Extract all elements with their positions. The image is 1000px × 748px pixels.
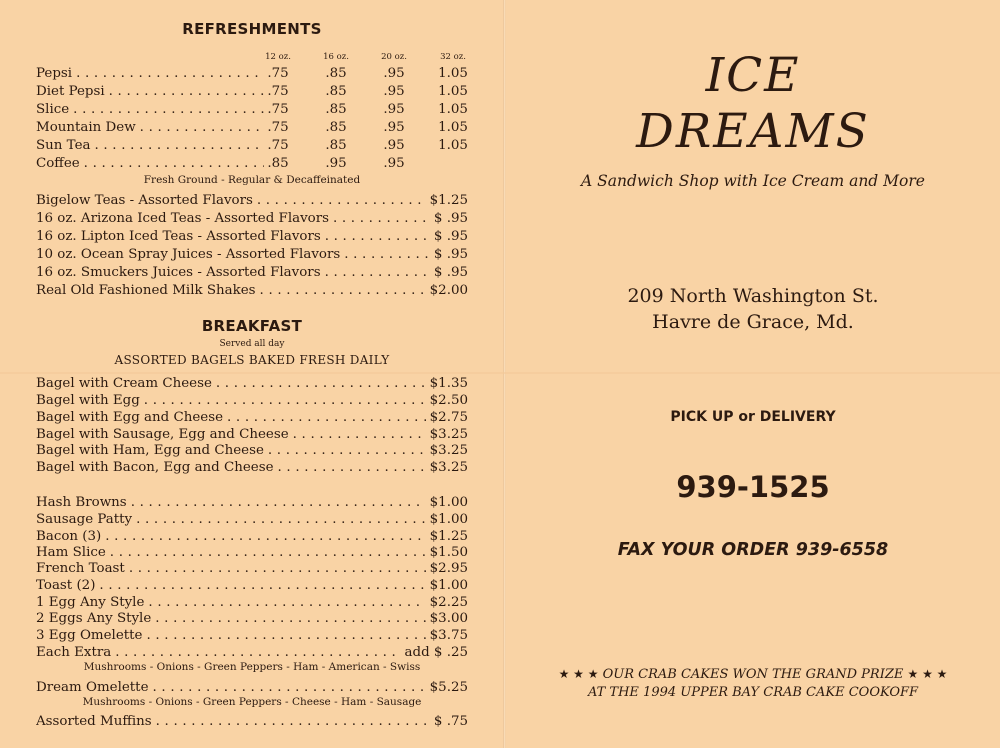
item-price: $3.25	[429, 443, 468, 458]
size-16oz: 16 oz.	[323, 52, 349, 62]
prize-text1: OUR CRAB CAKES WON THE GRAND PRIZE	[602, 667, 904, 682]
leader-dots	[94, 137, 264, 154]
item-price: $3.00	[429, 611, 468, 626]
menu-item-row	[36, 375, 468, 392]
item-name: Slice	[36, 102, 70, 117]
item-price: $1.25	[429, 529, 468, 544]
star-icon: ★ ★ ★	[907, 667, 948, 681]
horizontal-fold	[0, 372, 1000, 374]
menu-item-row	[36, 679, 468, 696]
size-32oz: 32 oz.	[440, 52, 466, 62]
price-32oz: 1.05	[438, 120, 468, 135]
leader-dots	[344, 246, 430, 263]
address-line2: Havre de Grace, Md.	[652, 311, 854, 333]
leader-dots	[260, 282, 426, 299]
item-name: Bagel with Egg	[36, 393, 140, 408]
item-price: add $ .25	[404, 645, 468, 660]
leader-dots	[153, 679, 426, 696]
leader-dots	[333, 210, 430, 227]
leader-dots	[84, 155, 264, 172]
menu-item-row	[36, 264, 468, 281]
served-note: Served all day	[219, 339, 285, 349]
size-12oz: 12 oz.	[265, 52, 291, 62]
item-name: Bigelow Teas - Assorted Flavors	[36, 193, 253, 208]
item-name: 2 Eggs Any Style	[36, 611, 152, 626]
leader-dots	[278, 459, 426, 476]
item-price: $2.00	[429, 283, 468, 298]
leader-dots	[110, 544, 426, 561]
menu-item-row	[36, 610, 468, 627]
price-20oz: .95	[383, 84, 405, 99]
item-price: $ .95	[433, 229, 468, 244]
sized-item-row	[36, 137, 468, 154]
leader-dots	[76, 65, 264, 82]
star-icon: ★ ★ ★	[558, 667, 599, 681]
price-12oz: .75	[267, 120, 289, 135]
item-price: $2.75	[429, 410, 468, 425]
menu-item-row	[36, 644, 468, 661]
item-price: $2.25	[429, 595, 468, 610]
item-price: $ .75	[433, 714, 468, 729]
extra-note: Mushrooms - Onions - Green Peppers - Ham - American - Swiss	[83, 661, 421, 673]
menu-item-row	[36, 442, 468, 459]
price-12oz: .75	[267, 138, 289, 153]
item-name: Assorted Muffins	[36, 714, 152, 729]
price-16oz: .95	[325, 156, 347, 171]
menu-item-row	[36, 494, 468, 511]
menu-item-row	[36, 409, 468, 426]
price-16oz: .85	[325, 102, 347, 117]
item-price: $ .95	[433, 247, 468, 262]
menu-item-row	[36, 228, 468, 245]
sized-item-row	[36, 101, 468, 118]
leader-dots	[109, 83, 264, 100]
item-name: Coffee	[36, 156, 80, 171]
price-32oz: 1.05	[438, 84, 468, 99]
item-name: Bagel with Egg and Cheese	[36, 410, 223, 425]
item-name: Real Old Fashioned Milk Shakes	[36, 283, 256, 298]
leader-dots	[129, 560, 426, 577]
refreshments-heading: REFRESHMENTS	[182, 20, 322, 38]
menu-item-row	[36, 577, 468, 594]
price-12oz: .75	[267, 66, 289, 81]
item-price: $1.00	[429, 578, 468, 593]
item-name: Toast (2)	[36, 578, 96, 593]
item-name: Bagel with Sausage, Egg and Cheese	[36, 427, 289, 442]
menu-item-row	[36, 511, 468, 528]
item-price: $ .95	[433, 265, 468, 280]
item-price: $1.25	[429, 193, 468, 208]
menu-item-row	[36, 392, 468, 409]
leader-dots	[227, 409, 426, 426]
item-price: $2.95	[429, 561, 468, 576]
price-16oz: .85	[325, 84, 347, 99]
item-name: 16 oz. Arizona Iced Teas - Assorted Flavors	[36, 211, 329, 226]
leader-dots	[257, 192, 426, 209]
price-20oz: .95	[383, 120, 405, 135]
leader-dots	[216, 375, 426, 392]
item-name: Each Extra	[36, 645, 112, 660]
item-price: $3.75	[429, 628, 468, 643]
sized-item-row	[36, 155, 468, 172]
address-line1: 209 North Washington St.	[627, 285, 879, 307]
leader-dots	[268, 442, 426, 459]
item-name: Pepsi	[36, 66, 73, 81]
bagel-heading: ASSORTED BAGELS BAKED FRESH DAILY	[114, 353, 390, 367]
fax-line: FAX YOUR ORDER 939-6558	[617, 540, 889, 560]
leader-dots	[293, 426, 426, 443]
leader-dots	[155, 610, 425, 627]
leader-dots	[156, 713, 430, 730]
item-name: 3 Egg Omelette	[36, 628, 143, 643]
prize-line2: AT THE 1994 UPPER BAY CRAB CAKE COOKOFF	[587, 685, 919, 700]
menu-item-row	[36, 246, 468, 263]
item-name: Bagel with Ham, Egg and Cheese	[36, 443, 264, 458]
item-name: French Toast	[36, 561, 125, 576]
price-32oz: 1.05	[438, 102, 468, 117]
item-name: Sausage Patty	[36, 512, 133, 527]
item-price: $ .95	[433, 211, 468, 226]
menu-item-row	[36, 560, 468, 577]
menu-item-row	[36, 544, 468, 561]
sized-item-row	[36, 65, 468, 82]
item-price: $3.25	[429, 427, 468, 442]
menu-item-row	[36, 426, 468, 443]
leader-dots	[140, 119, 264, 136]
menu-item-row	[36, 528, 468, 545]
sized-item-row	[36, 83, 468, 100]
leader-dots	[115, 644, 400, 661]
item-price: $2.50	[429, 393, 468, 408]
dream-note: Mushrooms - Onions - Green Peppers - Cheese - Ham - Sausage	[82, 696, 422, 708]
item-name: Sun Tea	[36, 138, 91, 153]
leader-dots	[148, 594, 425, 611]
item-price: $5.25	[429, 680, 468, 695]
tagline: A Sandwich Shop with Ice Cream and More	[581, 172, 925, 190]
item-name: Hash Browns	[36, 495, 127, 510]
item-name: Bagel with Bacon, Egg and Cheese	[36, 460, 274, 475]
leader-dots	[105, 528, 425, 545]
leader-dots	[144, 392, 426, 409]
item-price: $1.50	[429, 545, 468, 560]
size-20oz: 20 oz.	[381, 52, 407, 62]
menu-item-row	[36, 282, 468, 299]
item-price: $1.35	[429, 376, 468, 391]
brand-title-line1: ICE	[705, 48, 801, 103]
price-12oz: .75	[267, 102, 289, 117]
sized-item-row	[36, 119, 468, 136]
price-16oz: .85	[325, 138, 347, 153]
phone-number: 939-1525	[676, 470, 830, 504]
price-12oz: .75	[267, 84, 289, 99]
item-price: $1.00	[429, 512, 468, 527]
item-name: Dream Omelette	[36, 680, 149, 695]
leader-dots	[325, 228, 430, 245]
price-16oz: .85	[325, 66, 347, 81]
price-16oz: .85	[325, 120, 347, 135]
leader-dots	[131, 494, 426, 511]
item-name: Ham Slice	[36, 545, 106, 560]
menu-item-row	[36, 627, 468, 644]
price-20oz: .95	[383, 138, 405, 153]
leader-dots	[136, 511, 426, 528]
menu-item-row	[36, 459, 468, 476]
item-price: $3.25	[429, 460, 468, 475]
price-32oz: 1.05	[438, 138, 468, 153]
menu-item-row	[36, 192, 468, 209]
leader-dots	[73, 101, 264, 118]
item-name: 16 oz. Lipton Iced Teas - Assorted Flavors	[36, 229, 321, 244]
item-name: Bagel with Cream Cheese	[36, 376, 212, 391]
price-32oz: 1.05	[438, 66, 468, 81]
item-name: 10 oz. Ocean Spray Juices - Assorted Flavors	[36, 247, 341, 262]
coffee-note: Fresh Ground - Regular & Decaffeinated	[143, 174, 361, 186]
price-20oz: .95	[383, 66, 405, 81]
pickup-delivery: PICK UP or DELIVERY	[670, 409, 836, 425]
menu-item-row	[36, 210, 468, 227]
breakfast-heading: BREAKFAST	[201, 317, 303, 335]
item-price: $1.00	[429, 495, 468, 510]
brand-title-line2: DREAMS	[636, 104, 870, 159]
price-20oz: .95	[383, 102, 405, 117]
item-name: Mountain Dew	[36, 120, 136, 135]
item-name: 1 Egg Any Style	[36, 595, 145, 610]
menu-item-row	[36, 594, 468, 611]
price-12oz: .85	[267, 156, 289, 171]
leader-dots	[146, 627, 425, 644]
item-name: 16 oz. Smuckers Juices - Assorted Flavors	[36, 265, 321, 280]
item-name: Bacon (3)	[36, 529, 102, 544]
menu-item-row	[36, 713, 468, 730]
leader-dots	[325, 264, 430, 281]
item-name: Diet Pepsi	[36, 84, 105, 99]
prize-line1	[506, 667, 1000, 682]
leader-dots	[99, 577, 425, 594]
price-20oz: .95	[383, 156, 405, 171]
